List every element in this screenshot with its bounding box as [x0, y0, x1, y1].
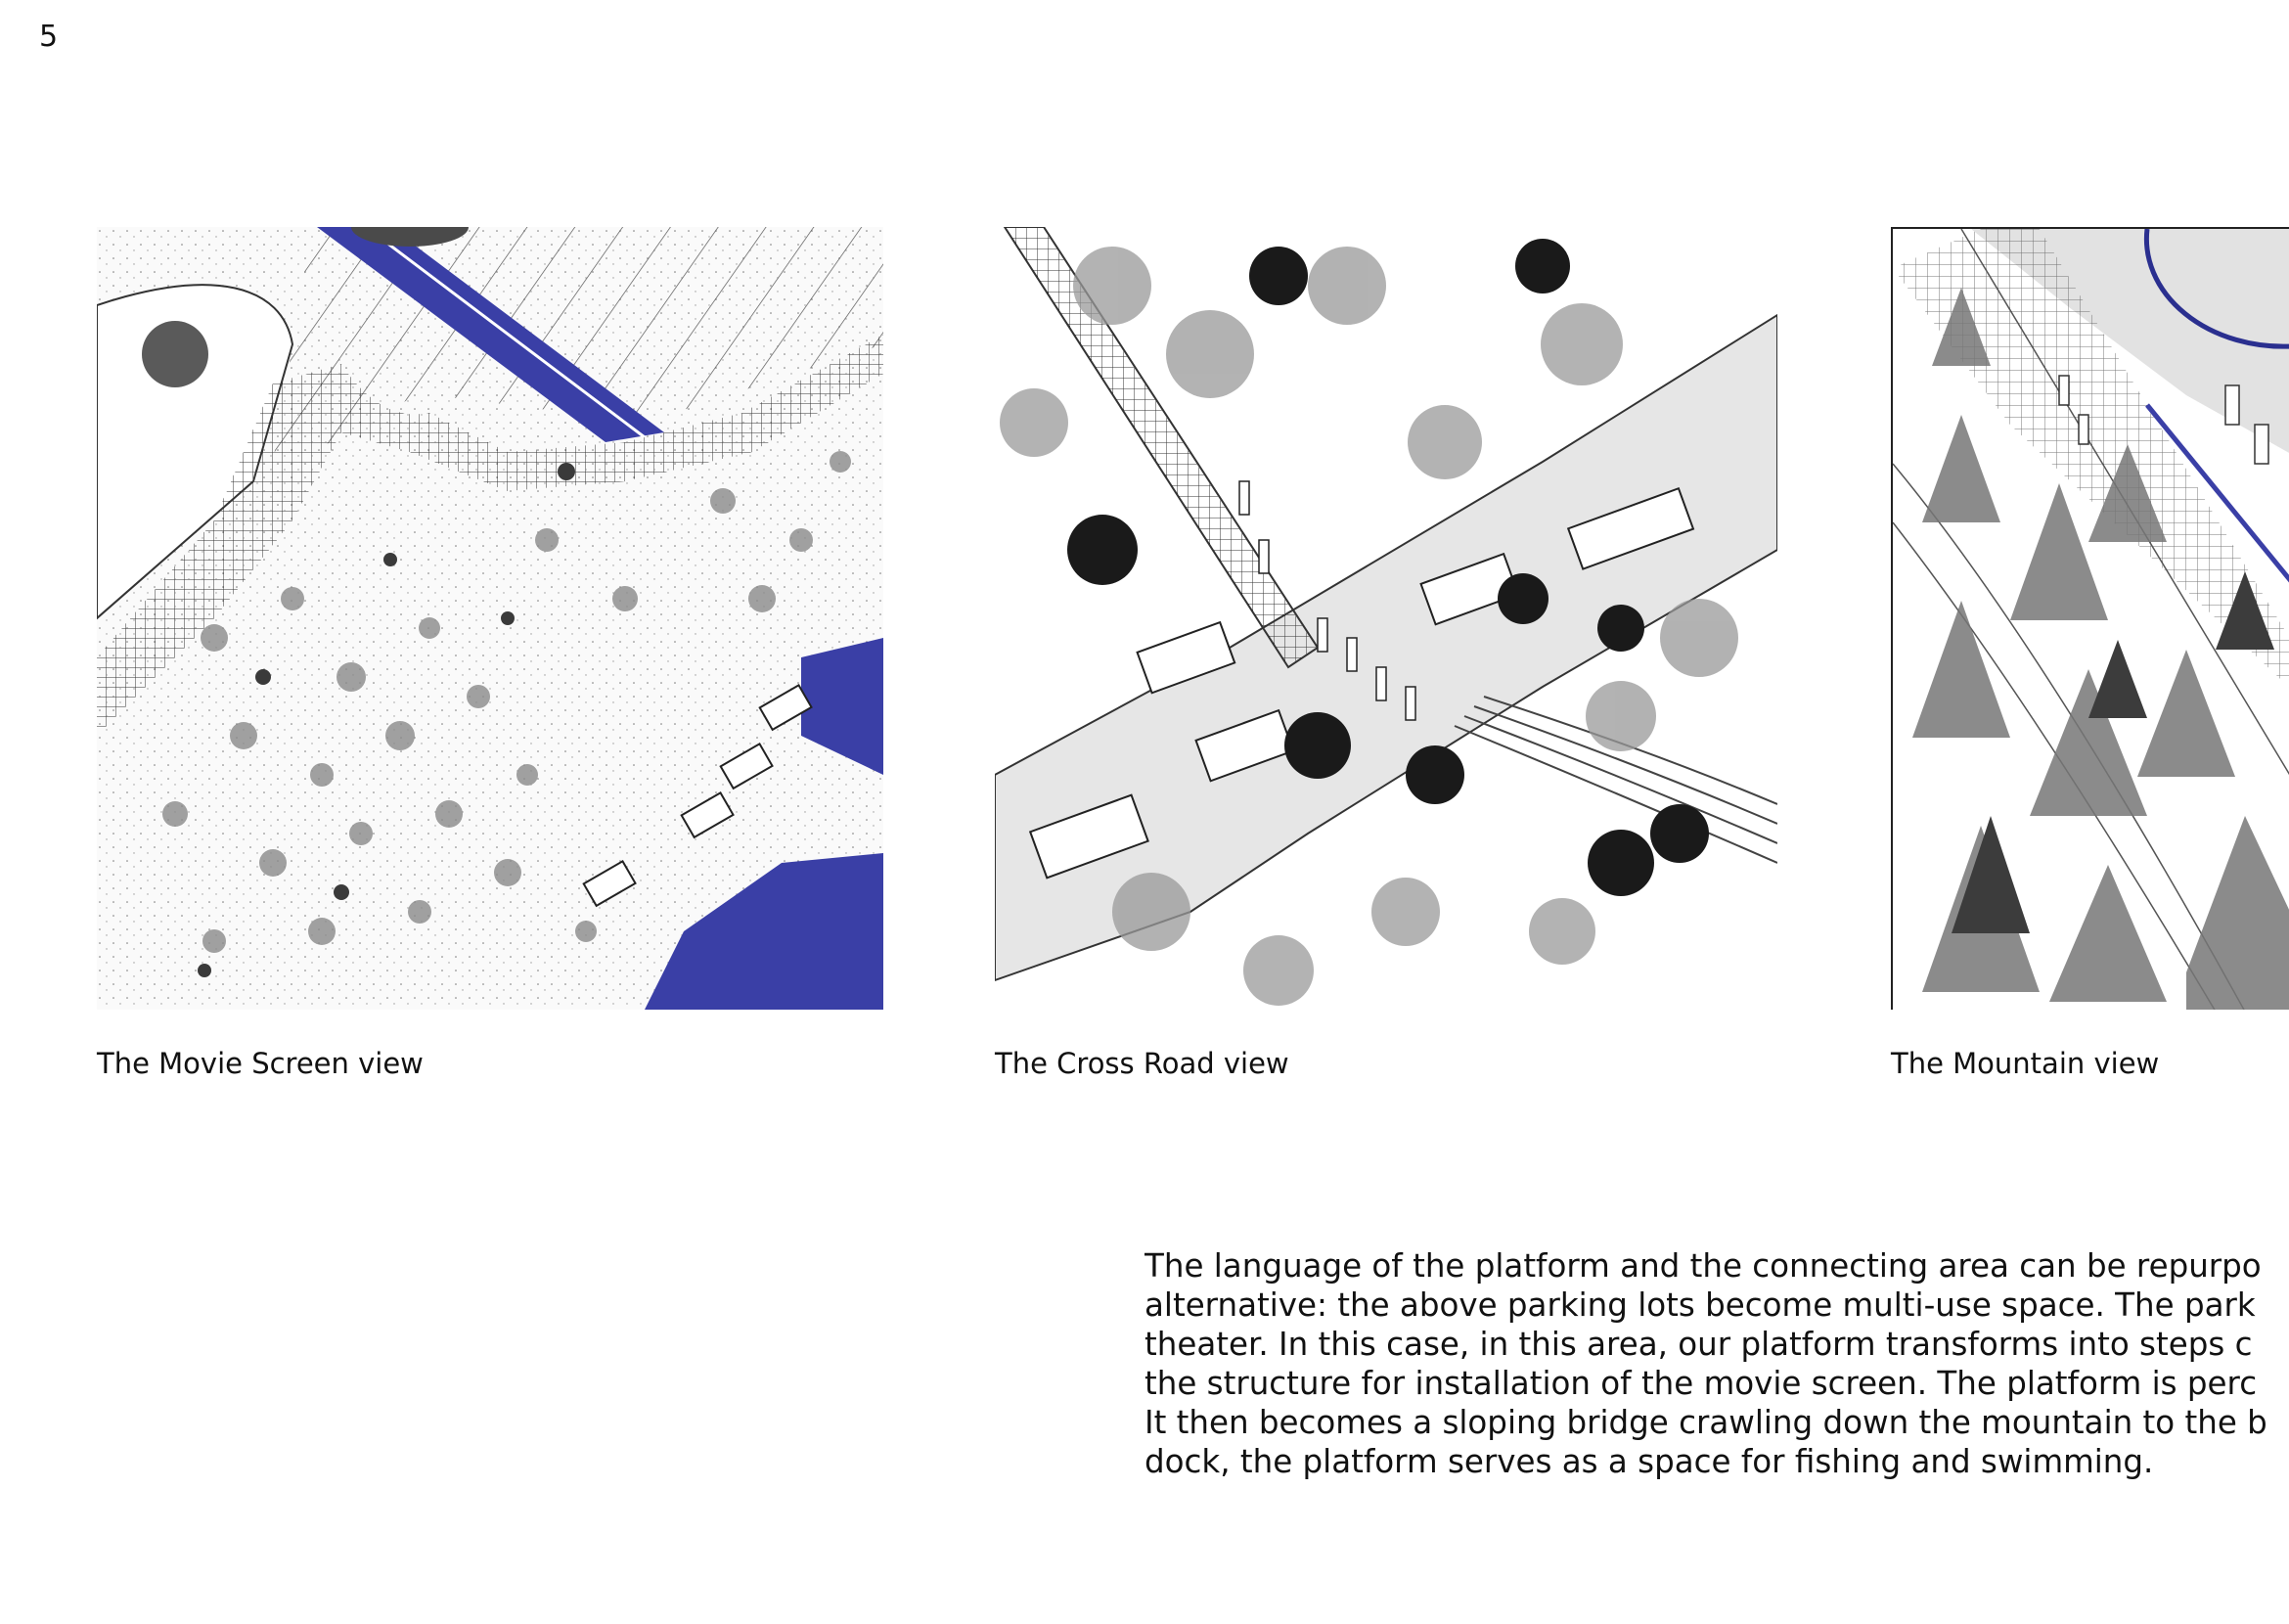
cross-road-view-caption: The Cross Road view	[995, 1047, 1289, 1080]
paragraph-line: It then becomes a sloping bridge crawling down the mountain to the b	[1144, 1404, 2267, 1441]
mountain-view-illustration	[1891, 227, 2289, 1010]
movie-screen-view-illustration	[97, 227, 883, 1010]
paragraph-line: The language of the platform and the connecting area can be repurpo	[1144, 1247, 2262, 1285]
cross-road-view-illustration	[995, 227, 1777, 1010]
movie-screen-view-caption: The Movie Screen view	[97, 1047, 424, 1080]
mountain-view-caption: The Mountain view	[1891, 1047, 2160, 1080]
page-number: 5	[39, 20, 59, 54]
paragraph-line: theater. In this case, in this area, our platform transforms into steps c	[1144, 1326, 2253, 1363]
paragraph-line: dock, the platform serves as a space for fishing and swimming.	[1144, 1443, 2154, 1480]
description-paragraph	[1144, 1246, 2289, 1481]
paragraph-line: alternative: the above parking lots become multi-use space. The park	[1144, 1286, 2256, 1324]
paragraph-line: the structure for installation of the movie screen. The platform is perc	[1144, 1365, 2258, 1402]
